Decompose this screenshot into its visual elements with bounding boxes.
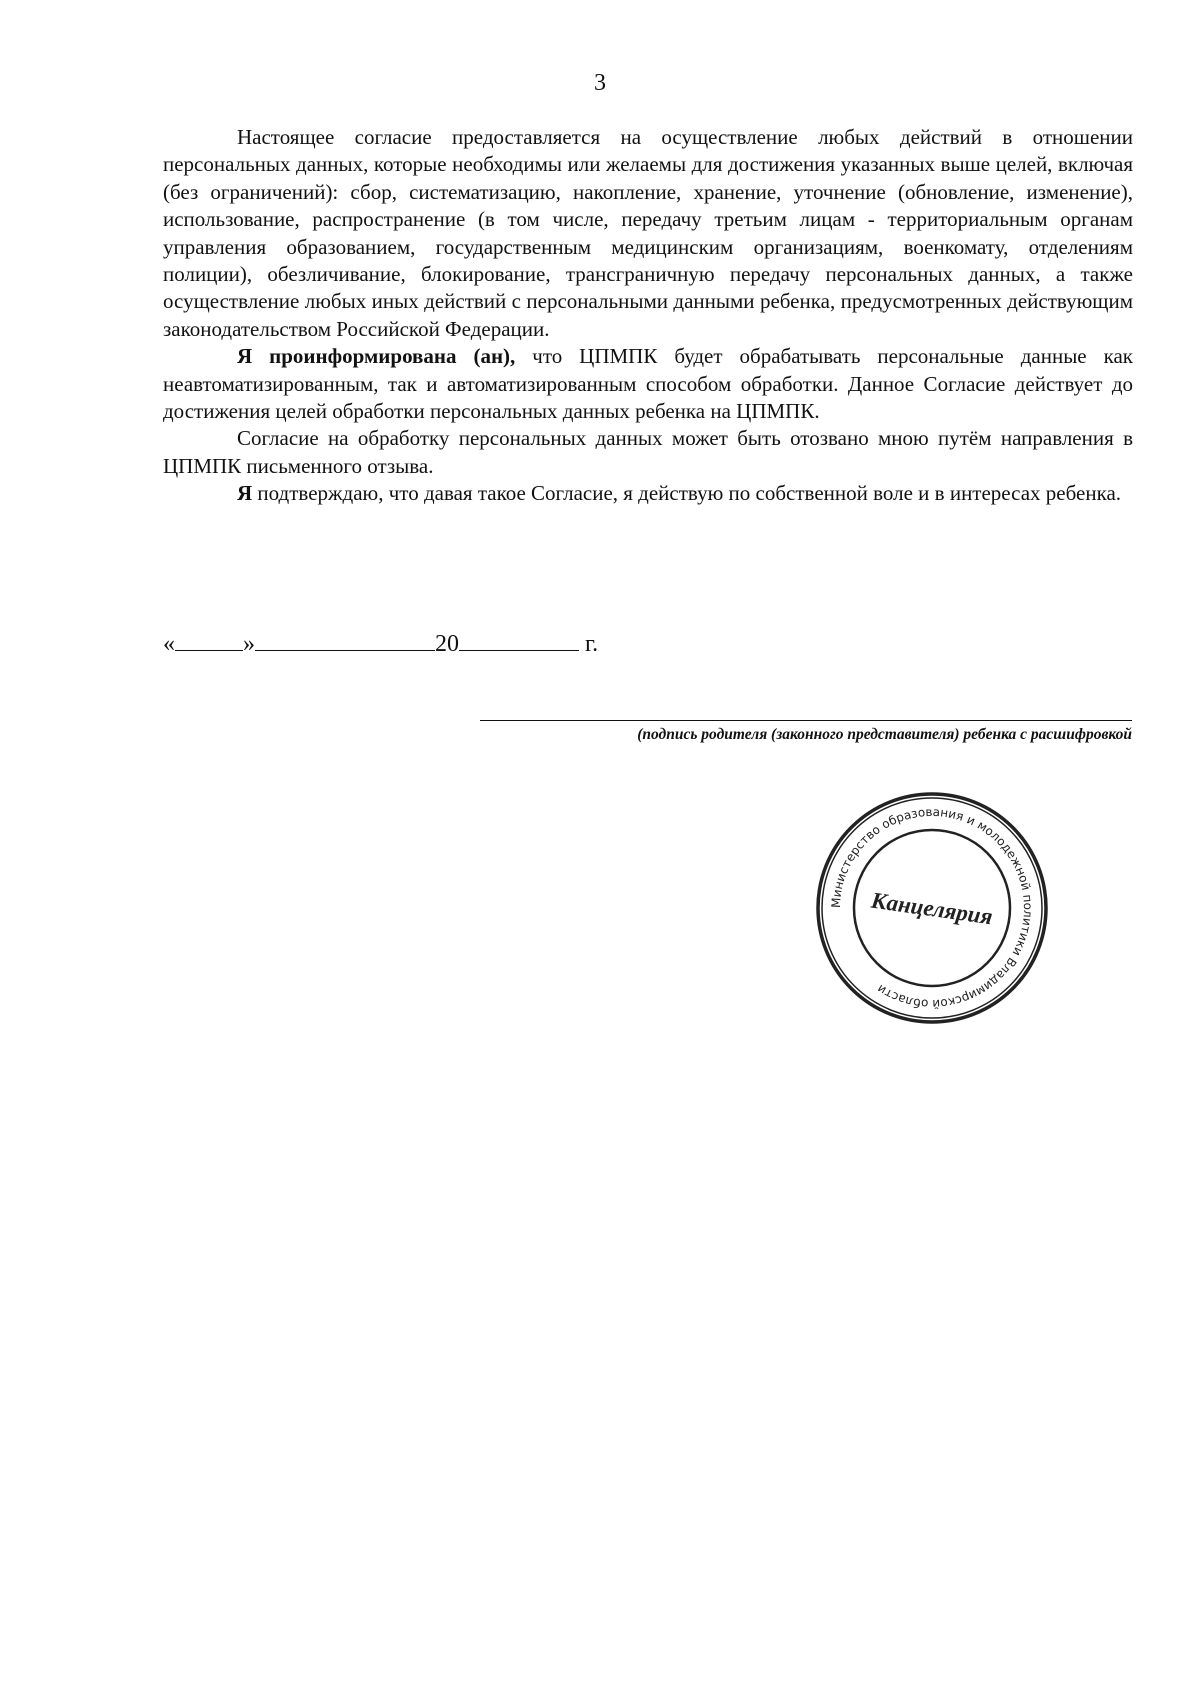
year-century: 20 [435,631,459,657]
year-suffix: г. [585,631,599,657]
paragraph-revocation: Согласие на обработку персональных данных может быть отозвано мною путём направления в ЦПМПК письменного отзыва. [163,426,1133,478]
paragraph-processing [163,343,1133,425]
day-blank[interactable] [175,628,243,651]
office-stamp [812,788,1052,1028]
paragraph-processing-lead: Я проинформирована (ан), [237,344,516,369]
date-open-quote: « [163,631,175,657]
paragraph-scope: Настоящее согласие предоставляется на осуществление любых действий в отношении персональных данных, которые необходимы или желаемы для достижения указанных выше целей, включая (без ограничений): сбор, систематизацию, накопление, хранение, уточнение (обновление, изменение), использование, распространение (в том числе, передачу третьим лицам - территориальным органам управления образованием, государственным медицинским организациям, военкомату, отделениям полиции), обезличивание, блокирование, трансграничную передачу персональных данных, а также осуществление любых иных действий с персональными данными ребенка, предусмотренных действующим законодательством Российской Федерации. [163,125,1133,341]
paragraph-confirmation [163,480,1133,507]
consent-body [163,124,1133,508]
signature-caption: (подпись родителя (законного представителя) ребенка с расшифровкой [637,726,1132,743]
paragraph-confirmation-text: подтверждаю, что давая такое Согласие, я действую по собственной воле и в интересах ребенка. [252,481,1122,506]
stamp-center-text: Канцелярия [869,887,995,930]
date-line [163,628,598,658]
stamp-ring-text: Министерство образования и молодежной политики Владимирской области [828,804,1036,1012]
month-blank[interactable] [255,628,435,651]
signature-line[interactable] [480,720,1132,721]
paragraph-processing-text: что ЦПМПК будет обрабатывать персональные данные как неавтоматизированным, так и автоматизированным способом обработки. Данное Согласие действует до достижения целей обработки персональных данных ребенка на ЦПМПК. [163,344,1133,424]
date-close-quote: » [243,631,255,657]
year-blank[interactable] [459,628,579,651]
page-number: 3 [594,70,606,96]
paragraph-confirmation-lead: Я [237,481,253,506]
